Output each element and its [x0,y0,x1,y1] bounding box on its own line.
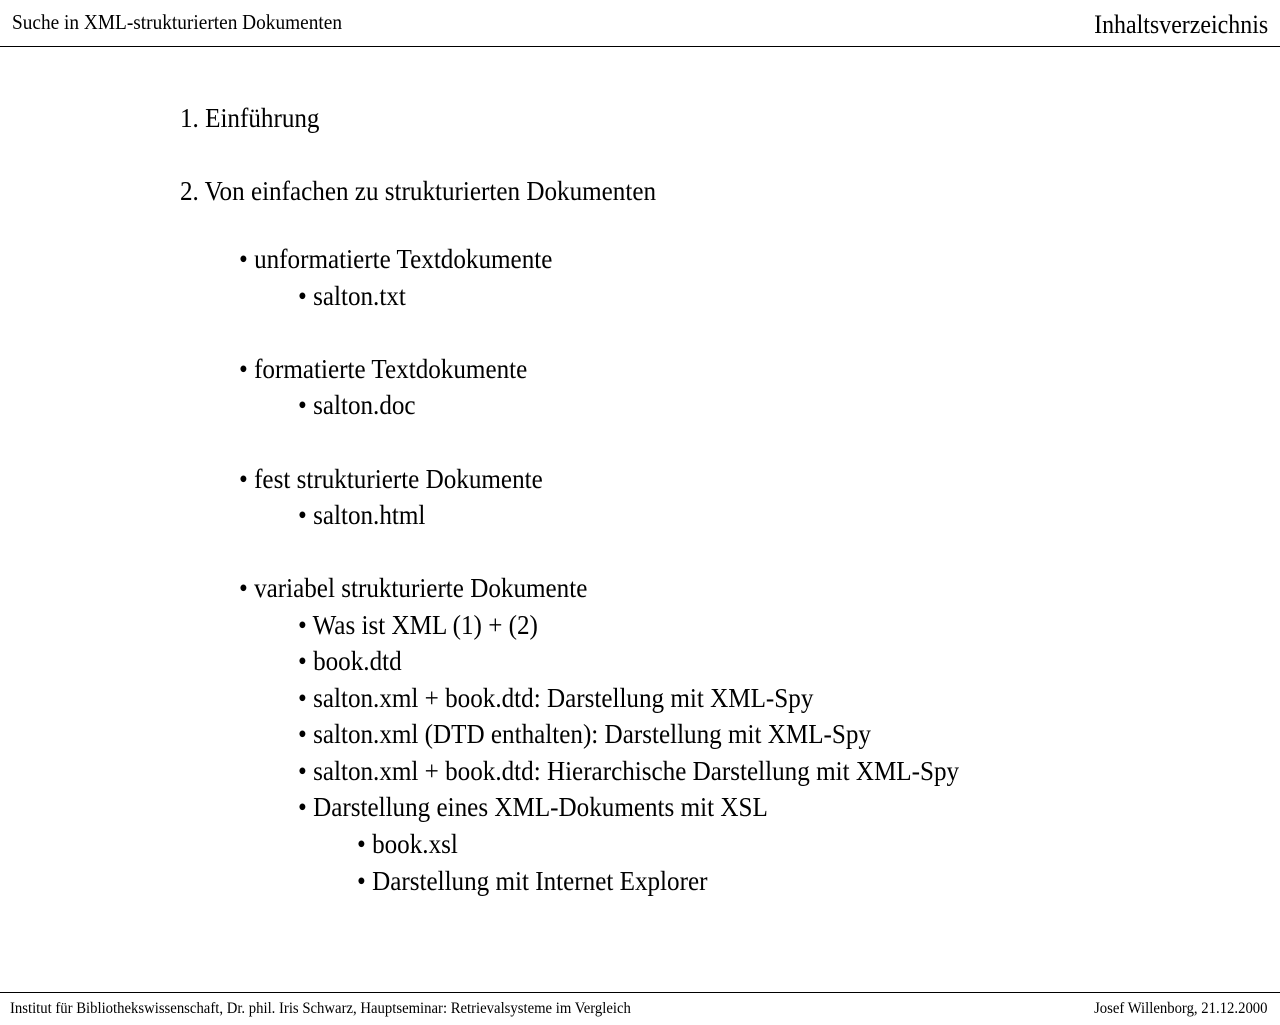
footer-author-date: Josef Willenborg, 21.12.2000 [1094,1000,1268,1017]
toc-item-book-xsl: • book.xsl [357,829,458,859]
toc-item-einfuehrung: 1. Einführung [180,103,320,133]
toc-item-salton-xml-dtd-enthalten: • salton.xml (DTD enthalten): Darstellung mit XML-Spy [298,719,871,749]
toc-item-book-dtd: • book.dtd [298,646,402,676]
toc-item-salton-doc: • salton.doc [298,390,416,420]
toc-item-fest-strukturierte-dokumente: • fest strukturierte Dokumente [239,464,543,494]
toc-item-salton-txt: • salton.txt [298,281,406,311]
footer-institution: Institut für Bibliothekswissenschaft, Dr. phil. Iris Schwarz, Hauptseminar: Retrievalsysteme im Vergleich [10,1000,631,1017]
toc-item-variabel-strukturierte-dokumente: • variabel strukturierte Dokumente [239,573,588,603]
page-footer [0,992,1280,1025]
toc-item-salton-xml-book-dtd: • salton.xml + book.dtd: Darstellung mit XML-Spy [298,683,814,713]
section-title: Inhaltsverzeichnis [1093,10,1268,39]
toc-item-unformatierte-textdokumente: • unformatierte Textdokumente [239,244,553,274]
toc-item-salton-xml-hierarchisch: • salton.xml + book.dtd: Hierarchische Darstellung mit XML-Spy [298,756,960,786]
toc-item-salton-html: • salton.html [298,500,426,530]
toc-item-darstellung-xsl: • Darstellung eines XML-Dokuments mit XSL [298,792,768,822]
toc-item-formatierte-textdokumente: • formatierte Textdokumente [239,354,528,384]
toc-item-internet-explorer: • Darstellung mit Internet Explorer [357,866,708,896]
document-title: Suche in XML-strukturierten Dokumenten [12,10,342,34]
toc-item-strukturierte-dokumente: 2. Von einfachen zu strukturierten Dokumenten [180,176,657,206]
toc-item-was-ist-xml: • Was ist XML (1) + (2) [298,610,538,640]
